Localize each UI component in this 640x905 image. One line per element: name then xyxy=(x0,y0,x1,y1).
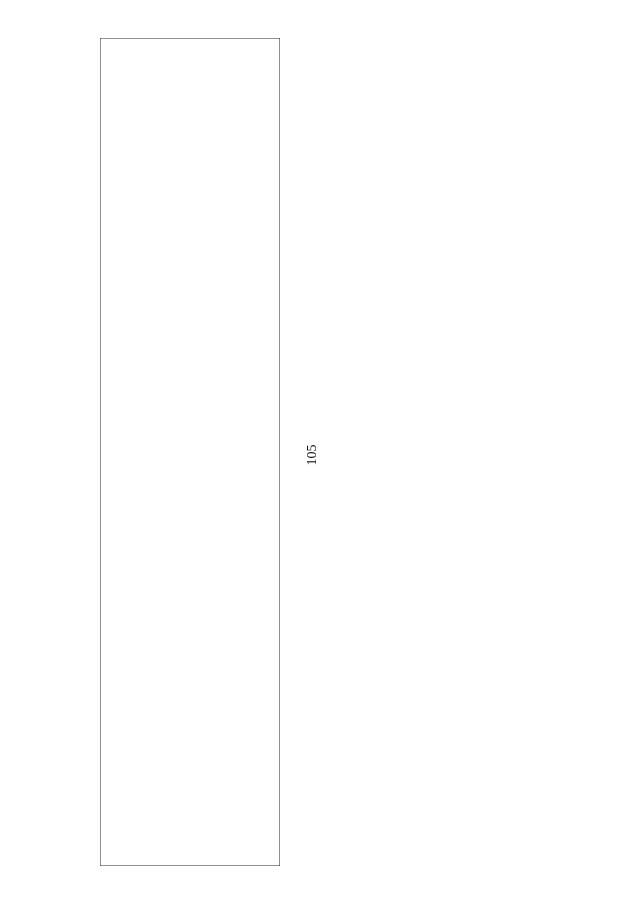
rotated-table-grid xyxy=(100,38,280,866)
page-number: 105 xyxy=(305,444,320,466)
